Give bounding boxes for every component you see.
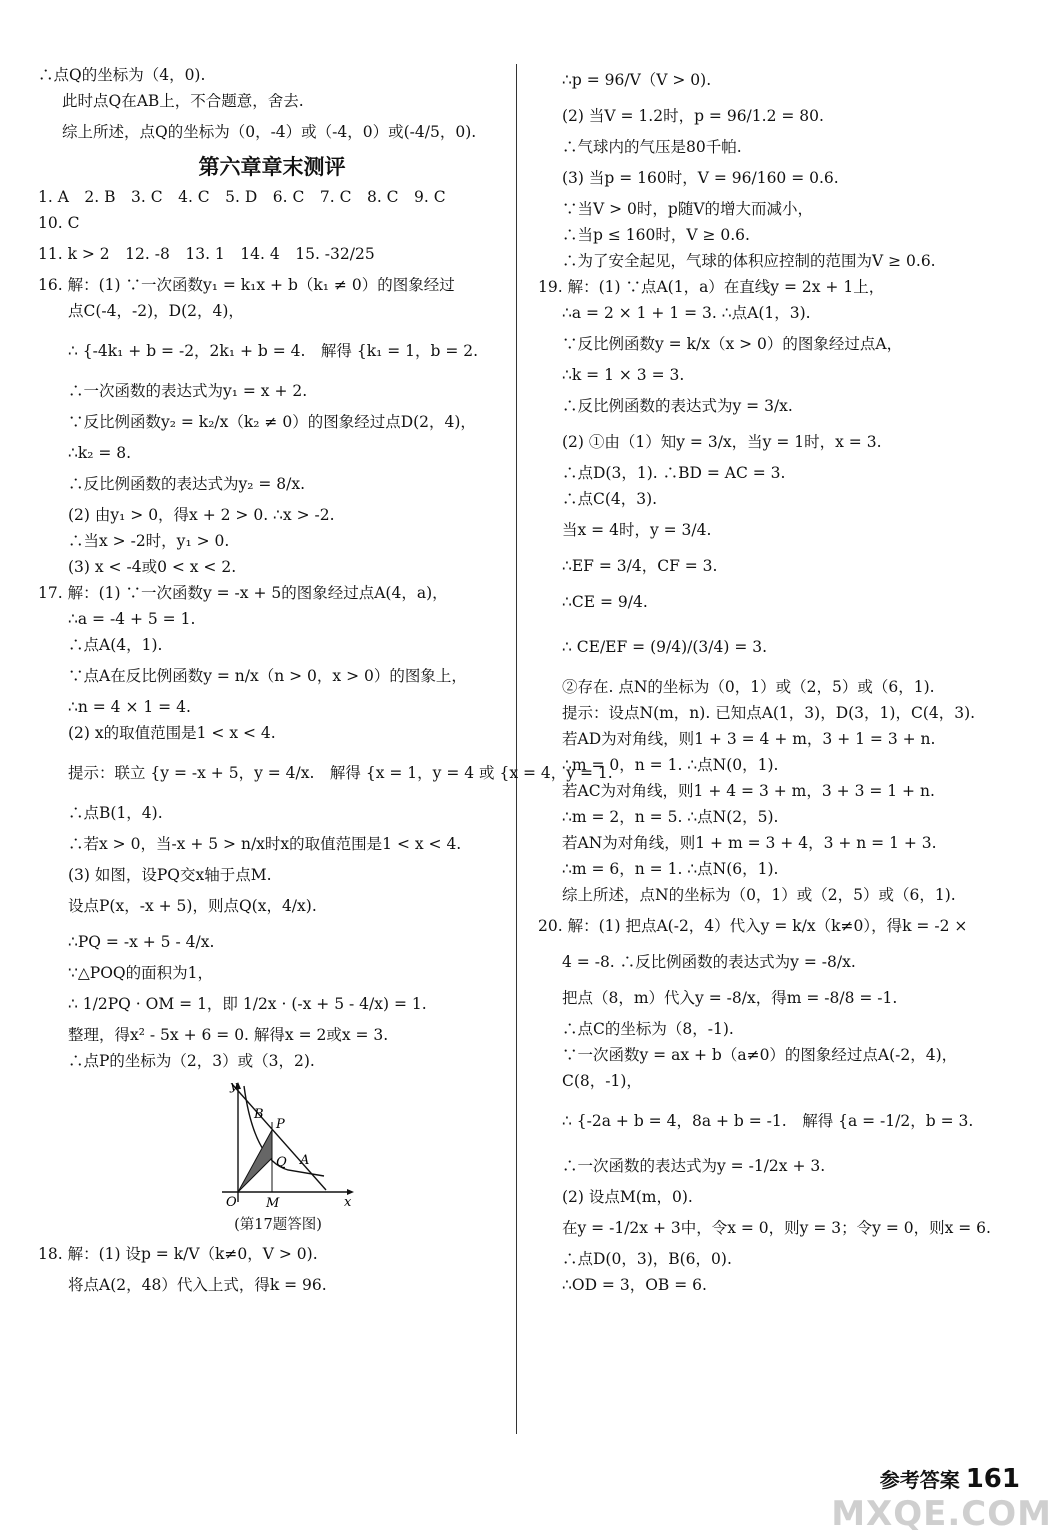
- solution-line: ∴ {-2a + b = 4，8a + b = -1. 解得 {a = -1/2，b = 3.: [562, 1112, 974, 1130]
- solution-line: (3) 当p = 160时，V = 96/160 = 0.6.: [562, 169, 839, 187]
- watermark-logo: MXQE.COM: [831, 1494, 1052, 1534]
- solution-line: 综上所述，点N的坐标为（0，1）或（2，5）或（6，1).: [562, 886, 956, 904]
- solution-line: ∴气球内的气压是80千帕.: [562, 138, 742, 156]
- solution-line: 设点P(x，-x + 5)，则点Q(x，4/x).: [68, 897, 317, 915]
- solution-line: ∴点B(1，4).: [68, 804, 163, 822]
- point-label: B: [254, 1107, 264, 1122]
- solution-line: ∵一次函数y = ax + b（a≠0）的图象经过点A(-2，4)，: [562, 1046, 958, 1064]
- solution-line: ∴当x > -2时，y₁ > 0.: [68, 532, 230, 550]
- coordinate-graph: [208, 1080, 358, 1210]
- section-heading: 第六章章末测评: [198, 155, 346, 179]
- point-label: M: [266, 1196, 280, 1210]
- solution-line: ∴PQ = -x + 5 - 4/x.: [68, 933, 215, 951]
- footer-label: 参考答案: [879, 1468, 960, 1492]
- solution-line: ∴反比例函数的表达式为y = 3/x.: [562, 397, 793, 415]
- solution-line: ②存在. 点N的坐标为（0，1）或（2，5）或（6，1).: [562, 678, 935, 696]
- solution-line: C(8，-1)，: [562, 1072, 642, 1090]
- solution-line: ∴点D(0，3)，B(6，0).: [562, 1250, 732, 1268]
- solution-line: ∴当p ≤ 160时，V ≥ 0.6.: [562, 226, 750, 244]
- solution-line: (2) x的取值范围是1 < x < 4.: [68, 724, 276, 742]
- solution-line: ∵反比例函数y₂ = k₂/x（k₂ ≠ 0）的图象经过点D(2，4)，: [68, 413, 476, 431]
- text-line: 综上所述，点Q的坐标为（0，-4）或（-4，0）或(-4/5，0).: [62, 123, 477, 141]
- solution-line: 19. 解：(1) ∵点A(1，a）在直线y = 2x + 1上，: [538, 278, 885, 296]
- solution-line: ∴k₂ = 8.: [68, 444, 132, 462]
- solution-line: 4 = -8. ∴反比例函数的表达式为y = -8/x.: [562, 953, 856, 971]
- solution-line: 在y = -1/2x + 3中，令x = 0，则y = 3；令y = 0，则x = 6.: [562, 1219, 991, 1237]
- point-label: O: [226, 1195, 237, 1210]
- solution-line: ∴点C的坐标为（8，-1).: [562, 1020, 734, 1038]
- solution-line: ∵点A在反比例函数y = n/x（n > 0，x > 0）的图象上，: [68, 667, 467, 685]
- solution-line: ∴点A(4，1).: [68, 636, 163, 654]
- answer-line: 11. k > 2 12. -8 13. 1 14. 4 15. -32/25: [38, 245, 375, 263]
- solution-line: ∴点P的坐标为（2，3）或（3，2).: [68, 1052, 315, 1070]
- solution-line: ∴m = 6，n = 1. ∴点N(6，1).: [562, 860, 779, 878]
- solution-line: ∴为了安全起见，气球的体积应控制的范围为V ≥ 0.6.: [562, 252, 936, 270]
- solution-line: ∴一次函数的表达式为y = -1/2x + 3.: [562, 1157, 826, 1175]
- solution-line: ∴m = 0，n = 1. ∴点N(0，1).: [562, 756, 779, 774]
- solution-line: ∴ CE/EF = (9/4)/(3/4) = 3.: [562, 638, 768, 656]
- solution-line: 17. 解：(1) ∵一次函数y = -x + 5的图象经过点A(4，a)，: [38, 584, 448, 602]
- right-column: [538, 62, 1028, 1298]
- q17-answer-figure: [208, 1080, 358, 1236]
- solution-line: ∵△POQ的面积为1，: [68, 964, 213, 982]
- solution-line: (3) x < -4或0 < x < 2.: [68, 558, 237, 576]
- solution-line: ∴k = 1 × 3 = 3.: [562, 366, 685, 384]
- axis-label-y: y: [230, 1080, 238, 1094]
- solution-line: ∴ {-4k₁ + b = -2，2k₁ + b = 4. 解得 {k₁ = 1，b = 2.: [68, 342, 479, 360]
- text-line: ∴点Q的坐标为（4，0).: [38, 66, 206, 84]
- solution-line: (3) 如图，设PQ交x轴于点M.: [68, 866, 272, 884]
- solution-line: 提示：联立 {y = -x + 5，y = 4/x. 解得 {x = 1，y = 4 或 {x = 4，y = 1.: [68, 764, 613, 782]
- solution-line: (2) 设点M(m，0).: [562, 1188, 693, 1206]
- solution-line: 把点（8，m）代入y = -8/x，得m = -8/8 = -1.: [562, 989, 898, 1007]
- solution-line: ∴点C(4，3).: [562, 490, 658, 508]
- solution-line: 若AN为对角线，则1 + m = 3 + 4，3 + n = 1 + 3.: [562, 834, 937, 852]
- solution-line: ∴a = -4 + 5 = 1.: [68, 610, 196, 628]
- solution-line: ∴a = 2 × 1 + 1 = 3. ∴点A(1，3).: [562, 304, 811, 322]
- solution-line: ∴点D(3，1). ∴BD = AC = 3.: [562, 464, 786, 482]
- answer-line: 1. A 2. B 3. C 4. C 5. D 6. C 7. C 8. C 9. C: [38, 188, 446, 206]
- solution-line: 16. 解：(1) ∵一次函数y₁ = k₁x + b（k₁ ≠ 0）的图象经过: [38, 276, 455, 294]
- solution-line: ∴p = 96/V（V > 0).: [562, 71, 712, 89]
- solution-line: 整理，得x² - 5x + 6 = 0. 解得x = 2或x = 3.: [68, 1026, 389, 1044]
- solution-line: ∴n = 4 × 1 = 4.: [68, 698, 191, 716]
- page-number: 161: [965, 1464, 1020, 1494]
- solution-line: 当x = 4时，y = 3/4.: [562, 521, 712, 539]
- solution-line: ∴一次函数的表达式为y₁ = x + 2.: [68, 382, 308, 400]
- point-label: A: [300, 1153, 310, 1168]
- solution-line: ∴CE = 9/4.: [562, 593, 648, 611]
- solution-line: 若AD为对角线，则1 + 3 = 4 + m，3 + 1 = 3 + n.: [562, 730, 936, 748]
- solution-line: 将点A(2，48）代入上式，得k = 96.: [68, 1276, 327, 1294]
- solution-line: ∴ 1/2PQ · OM = 1，即 1/2x · (-x + 5 - 4/x) = 1.: [68, 995, 427, 1013]
- solution-line: 20. 解：(1) 把点A(-2，4）代入y = k/x（k≠0），得k = -2 ×: [538, 917, 968, 935]
- solution-line: ∵反比例函数y = k/x（x > 0）的图象经过点A，: [562, 335, 903, 353]
- solution-line: (2) 当V = 1.2时，p = 96/1.2 = 80.: [562, 107, 824, 125]
- answer-line: 10. C: [38, 214, 80, 232]
- axis-label-x: x: [344, 1195, 352, 1210]
- solution-line: ∴反比例函数的表达式为y₂ = 8/x.: [68, 475, 306, 493]
- solution-line: 若AC为对角线，则1 + 4 = 3 + m，3 + 3 = 1 + n.: [562, 782, 935, 800]
- solution-line: ∴若x > 0，当-x + 5 > n/x时x的取值范围是1 < x < 4.: [68, 835, 462, 853]
- solution-line: (2) 由y₁ > 0，得x + 2 > 0. ∴x > -2.: [68, 506, 335, 524]
- solution-line: 点C(-4，-2)，D(2，4)，: [68, 302, 244, 320]
- solution-line: ∴m = 2，n = 5. ∴点N(2，5).: [562, 808, 779, 826]
- solution-line: ∴EF = 3/4，CF = 3.: [562, 557, 718, 575]
- point-label: Q: [276, 1155, 287, 1170]
- solution-line: ∴OD = 3，OB = 6.: [562, 1276, 707, 1294]
- solution-line: 18. 解：(1) 设p = k/V（k≠0，V > 0).: [38, 1245, 318, 1263]
- point-label: P: [276, 1117, 285, 1132]
- solution-line: 提示：设点N(m，n). 已知点A(1，3)，D(3，1)，C(4，3).: [562, 704, 976, 722]
- figure-caption: (第17题答图): [234, 1217, 322, 1233]
- solution-line: (2) ①由（1）知y = 3/x，当y = 1时，x = 3.: [562, 433, 882, 451]
- text-line: 此时点Q在AB上，不合题意，舍去.: [62, 92, 304, 110]
- solution-line: ∵当V > 0时，p随V的增大而减小，: [562, 200, 814, 218]
- page-footer: [880, 1464, 1020, 1494]
